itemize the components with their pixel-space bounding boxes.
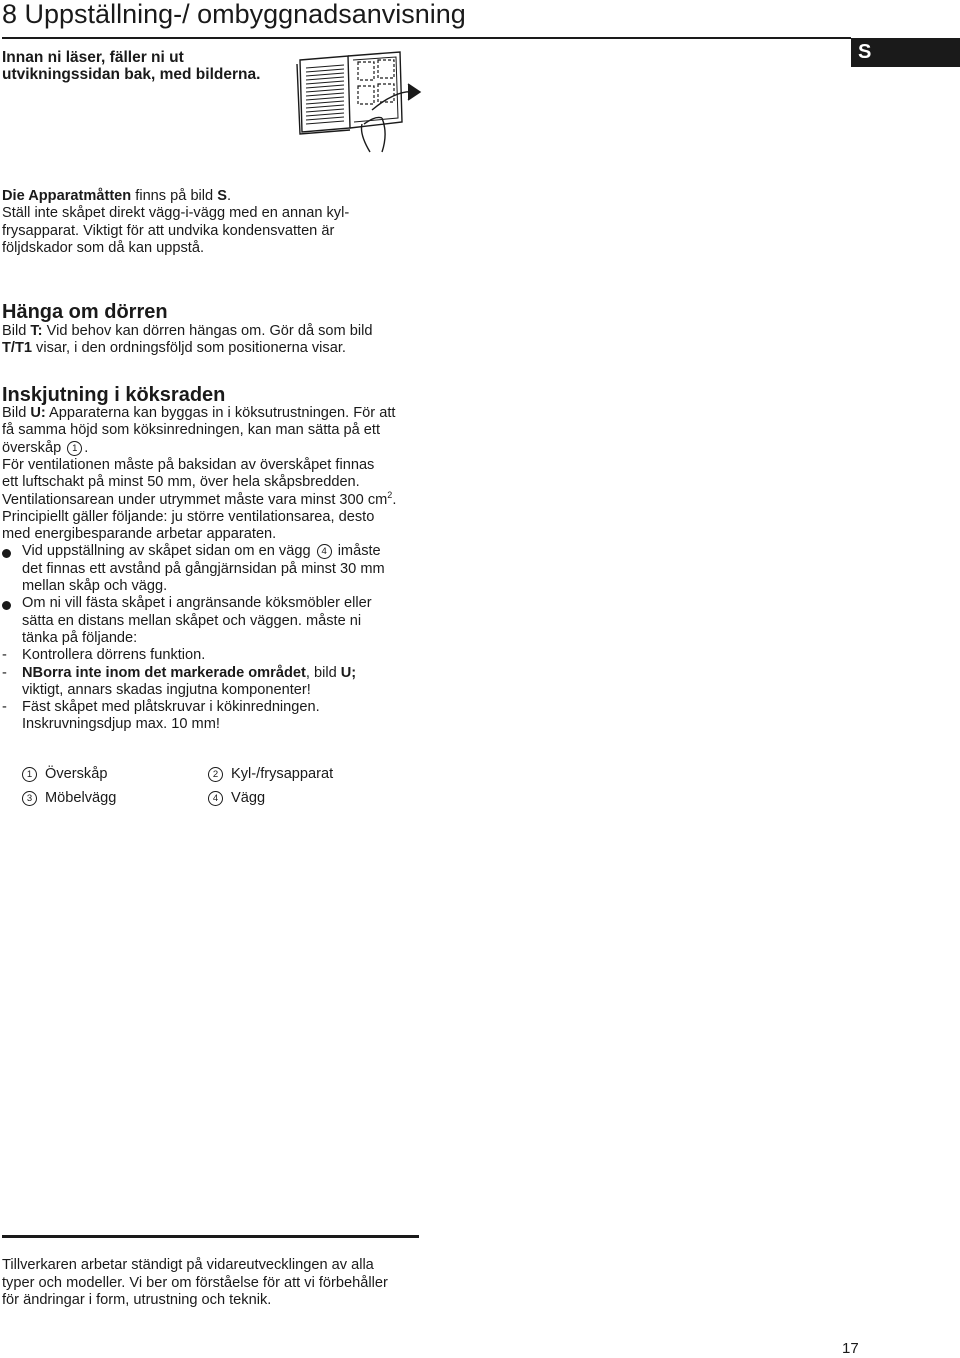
- legend-label: Vägg: [231, 790, 266, 806]
- bold-warning: NBorra inte inom det markerade området: [22, 664, 306, 681]
- legend-item: [22, 790, 116, 807]
- bold-term: Die Apparatmåtten: [2, 188, 132, 204]
- figure-ref: U;: [340, 664, 357, 681]
- paragraph-line: Principiellt gäller följande: ju större ventilationsarea, desto: [2, 508, 375, 525]
- figure-ref: T:: [30, 323, 43, 339]
- figure-ref: U:: [30, 405, 46, 421]
- dash-line: Kontrollera dörrens funktion.: [22, 647, 206, 664]
- paragraph-line: med energibesparande arbetar apparaten.: [2, 526, 277, 543]
- paragraph-line: Ställ inte skåpet direkt vägg-i-vägg med en annan kyl-: [2, 205, 350, 222]
- legend-number: 2: [208, 767, 223, 782]
- footer-line: typer och modeller. Vi ber om förståelse för att vi förbehåller: [2, 1274, 388, 1291]
- circle-number-4: 4: [317, 544, 332, 559]
- intro-line: utvikningssidan bak, med bilderna.: [2, 66, 261, 83]
- paragraph-line: [2, 489, 397, 509]
- dash-line: [22, 665, 356, 682]
- text-run: överskåp: [2, 439, 62, 456]
- footer-note: [2, 1257, 422, 1310]
- bullet-dot: [2, 549, 11, 558]
- bullet-line: sätta en distans mellan skåpet och väggen. måste ni: [22, 612, 362, 629]
- legend-label: Överskåp: [45, 766, 108, 782]
- section-heading-door: Hänga om dörren: [2, 301, 168, 323]
- text-run: .: [226, 188, 232, 204]
- header-rule: [2, 37, 851, 39]
- footer-line: för ändringar i form, utrustning och teknik.: [2, 1292, 272, 1308]
- intro-text: [2, 49, 282, 83]
- legend-number: 1: [22, 767, 37, 782]
- superscript: 2: [387, 489, 393, 500]
- intro-line: Innan ni läser, fäller ni ut: [2, 49, 184, 66]
- text-run: Vid uppställning av skåpet sidan om en vägg: [22, 543, 311, 560]
- paragraph-line: [2, 323, 432, 340]
- figure-ref: T/T1: [2, 340, 32, 357]
- legend-number: 3: [22, 791, 37, 806]
- paragraph-line: [2, 188, 432, 205]
- text-run: Apparaterna kan byggas in i köksutrustningen. För att: [45, 405, 396, 421]
- dash-line: Inskruvningsdjup max. 10 mm!: [22, 716, 220, 733]
- dash-line: viktigt, annars skadas ingjutna komponenter!: [22, 681, 311, 698]
- text-run: , bild: [305, 664, 341, 681]
- text-run: .: [392, 491, 397, 508]
- figure-ref: S: [217, 188, 227, 204]
- paragraph-line: [2, 340, 432, 357]
- language-tab: [851, 38, 960, 67]
- legend-item: [208, 790, 265, 807]
- legend-item: [208, 766, 333, 783]
- bullet-line: Om ni vill fästa skåpet i angränsande köksmöbler eller: [22, 595, 372, 612]
- page-title: 8 Uppställning-/ ombyggnadsanvisning: [2, 0, 466, 29]
- kitchen-section: [2, 405, 442, 740]
- text-run: visar, i den ordningsföljd som positionerna visar.: [32, 340, 346, 357]
- paragraph-line: frysapparat. Viktigt för att undvika kondensvatten är: [2, 222, 335, 239]
- legend-number: 4: [208, 791, 223, 806]
- paragraph-line: följdskador som då kan uppstå.: [2, 239, 204, 256]
- text-run: Bild: [2, 323, 31, 339]
- bullet-dot: [2, 601, 11, 610]
- paragraph-line: ett luftschakt på minst 50 mm, över hela skåpsbredden.: [2, 474, 360, 491]
- dash-marker: -: [2, 647, 7, 664]
- legend-label: Kyl-/frysapparat: [231, 766, 334, 782]
- footer-rule: [2, 1235, 419, 1238]
- paragraph-line: För ventilationen måste på baksidan av överskåpet finnas: [2, 456, 375, 473]
- text-run: Ventilationsarean under utrymmet måste vara minst 300 cm: [2, 491, 388, 508]
- legend-label: Möbelvägg: [45, 790, 117, 806]
- text-run: .: [84, 439, 89, 456]
- bullet-line: [22, 543, 381, 560]
- dash-marker: -: [2, 699, 7, 716]
- door-section: [2, 323, 432, 358]
- bullet-line: mellan skåp och vägg.: [22, 578, 168, 594]
- bullet-line: det finnas ett avstånd på gångjärnsidan på minst 30 mm: [22, 560, 385, 577]
- text-run: imåste: [337, 543, 381, 560]
- dash-marker: -: [2, 664, 7, 681]
- paragraph-line: [2, 405, 395, 422]
- open-manual-illustration: [290, 48, 430, 158]
- section-heading-kitchen: Inskjutning i köksraden: [2, 384, 226, 406]
- circle-number-1: 1: [67, 441, 82, 456]
- page-number: 17: [842, 1340, 859, 1357]
- text-run: finns på bild: [131, 188, 218, 204]
- installation-section: [2, 188, 432, 257]
- paragraph-line: få samma höjd som köksinredningen, kan man sätta på ett: [2, 422, 381, 439]
- text-run: Vid behov kan dörren hängas om. Gör då som bild: [42, 323, 373, 339]
- paragraph-line: [2, 440, 88, 457]
- legend-item: [22, 766, 107, 783]
- dash-line: Fäst skåpet med plåtskruvar i kökinredningen.: [22, 699, 320, 716]
- bullet-line: tänka på följande:: [22, 629, 138, 646]
- footer-line: Tillverkaren arbetar ständigt på vidareutvecklingen av alla: [2, 1257, 374, 1273]
- language-tab-letter: S: [858, 41, 872, 63]
- text-run: Bild: [2, 405, 31, 421]
